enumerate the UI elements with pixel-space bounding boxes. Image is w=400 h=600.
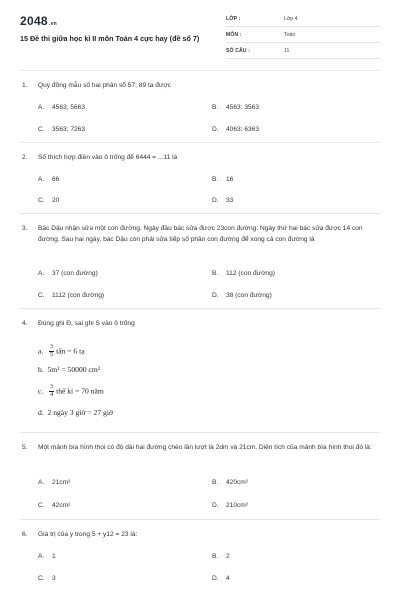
option-letter: B. [212,270,219,277]
numerator: 3 [50,384,54,390]
meta-row-count [226,46,380,59]
true-false-item-d [38,408,113,417]
question-text: Bác Dậu nhận sửa một con đường. Ngày đầu bác sửa được 23con đường. Ngày thứ hai bác sửa được 14 con đường. Sau hai ngày, bác Dậu còn phải sửa tiếp số phần con đường để xong cả con đường là [38,225,363,243]
option-text: 66 [52,176,60,183]
option-text: 4563; 5663 [52,104,86,111]
option-letter: C. [38,126,45,133]
option-b[interactable] [212,104,259,111]
question-4 [22,318,378,329]
question-1 [22,80,378,91]
meta-value: 11 [284,48,290,54]
question-number: 1. [22,82,28,89]
logo-text: 2048 [20,14,48,28]
question-6 [22,529,378,540]
question-3 [22,223,378,245]
option-d[interactable] [212,292,272,299]
meta-key: SỐ CÂU : [226,48,251,54]
divider [20,308,380,309]
true-false-item-a [38,344,85,359]
option-a[interactable] [38,176,59,183]
denominator: 5 [50,352,54,358]
question-text: Giá trị của y trong 5 + y12 = 23 là: [38,531,138,538]
option-text: 4063; 6363 [226,126,260,133]
option-b[interactable] [212,479,248,486]
item-letter: d. [38,408,44,417]
option-b[interactable] [212,270,275,277]
option-letter: A. [38,104,45,111]
divider [20,70,380,71]
meta-row-class [226,14,380,27]
option-letter: A. [38,479,45,486]
option-text: 112 (con đường) [226,270,275,277]
meta-value: Lớp 4 [284,16,298,22]
option-text: 16 [226,176,234,183]
question-text: Một mảnh bìa hình thoi có độ dài hai đường chéo lần lượt là 2dm và 21cm. Diện tích của mảnh bìa hình thoi đó là: [38,444,372,451]
option-c[interactable] [38,575,56,582]
item-text: 5m² = 50000 cm² [47,365,100,374]
option-letter: C. [38,292,45,299]
option-letter: B. [212,553,219,560]
option-a[interactable] [38,553,56,560]
option-d[interactable] [212,575,230,582]
option-letter: A. [38,553,45,560]
meta-row-subject [226,30,380,43]
option-a[interactable] [38,479,70,486]
option-text: 420cm² [226,479,248,486]
option-c[interactable] [38,502,70,509]
option-letter: C. [38,575,45,582]
option-text: 3 [52,575,56,582]
question-text: Số thích hợp điền vào ô trống để 6444 = ...11 là [38,154,178,161]
option-text: 2 [226,553,230,560]
fraction [49,344,54,359]
question-text: Đúng ghi Đ, sai ghi S vào ô trống [38,320,135,327]
option-text: 21cm² [52,479,71,486]
true-false-item-c [38,384,104,399]
option-text: 4563; 3563 [226,104,260,111]
option-text: 1112 (con đường) [52,292,105,299]
item-text: thế kỉ = 70 năm [56,386,104,396]
option-letter: A. [38,270,45,277]
option-letter: C. [38,197,45,204]
meta-value: Toán [284,32,296,38]
site-logo[interactable] [20,14,57,28]
option-letter: D. [212,126,219,133]
option-a[interactable] [38,270,98,277]
question-number: 3. [22,225,28,232]
option-letter: A. [38,176,45,183]
option-letter: D. [212,197,219,204]
question-number: 5. [22,444,28,451]
option-text: 33 [226,197,234,204]
option-c[interactable] [38,126,85,133]
numerator: 3 [50,344,54,350]
option-text: 1 [52,553,56,560]
option-d[interactable] [212,502,248,509]
option-text: 42cm² [52,502,71,509]
question-text: Quy đồng mẫu số hai phân số 57; 89 ta được [38,82,172,89]
item-letter: b. [38,365,44,374]
divider [20,519,380,520]
option-d[interactable] [212,126,259,133]
option-letter: C. [38,502,45,509]
option-b[interactable] [212,176,233,183]
item-text: tấn = 6 tạ [56,346,85,356]
option-letter: B. [212,176,219,183]
option-letter: D. [212,502,219,509]
option-text: 38 (con đường) [226,292,272,299]
option-text: 210cm² [226,502,248,509]
option-text: 4 [226,575,230,582]
option-b[interactable] [212,553,230,560]
denominator: 4 [50,392,54,398]
option-letter: D. [212,575,219,582]
item-letter: c. [38,386,44,396]
meta-key: MÔN : [226,32,242,38]
divider [20,142,380,143]
document-header [0,0,400,68]
option-text: 3563; 7263 [52,126,86,133]
item-text: 2 ngày 3 giờ = 27 giờ [47,408,113,417]
option-d[interactable] [212,197,233,204]
fraction [49,384,54,399]
option-letter: B. [212,479,219,486]
divider [20,213,380,214]
option-c[interactable] [38,197,59,204]
divider [20,432,380,433]
option-letter: B. [212,104,219,111]
true-false-item-b [38,365,100,374]
question-number: 6. [22,531,28,538]
page-title: 15 Đề thi giữa học kì II môn Toán 4 cực hay (đề số 7) [20,34,200,43]
question-2 [22,152,378,163]
option-letter: D. [212,292,219,299]
question-number: 2. [22,154,28,161]
meta-key: LỚP : [226,16,241,22]
question-5 [22,442,378,453]
item-letter: a. [38,346,44,356]
option-text: 37 (con đường) [52,270,98,277]
option-a[interactable] [38,104,85,111]
question-number: 4. [22,320,28,327]
option-c[interactable] [38,292,104,299]
option-text: 20 [52,197,60,204]
logo-suffix: .vn [48,21,58,27]
